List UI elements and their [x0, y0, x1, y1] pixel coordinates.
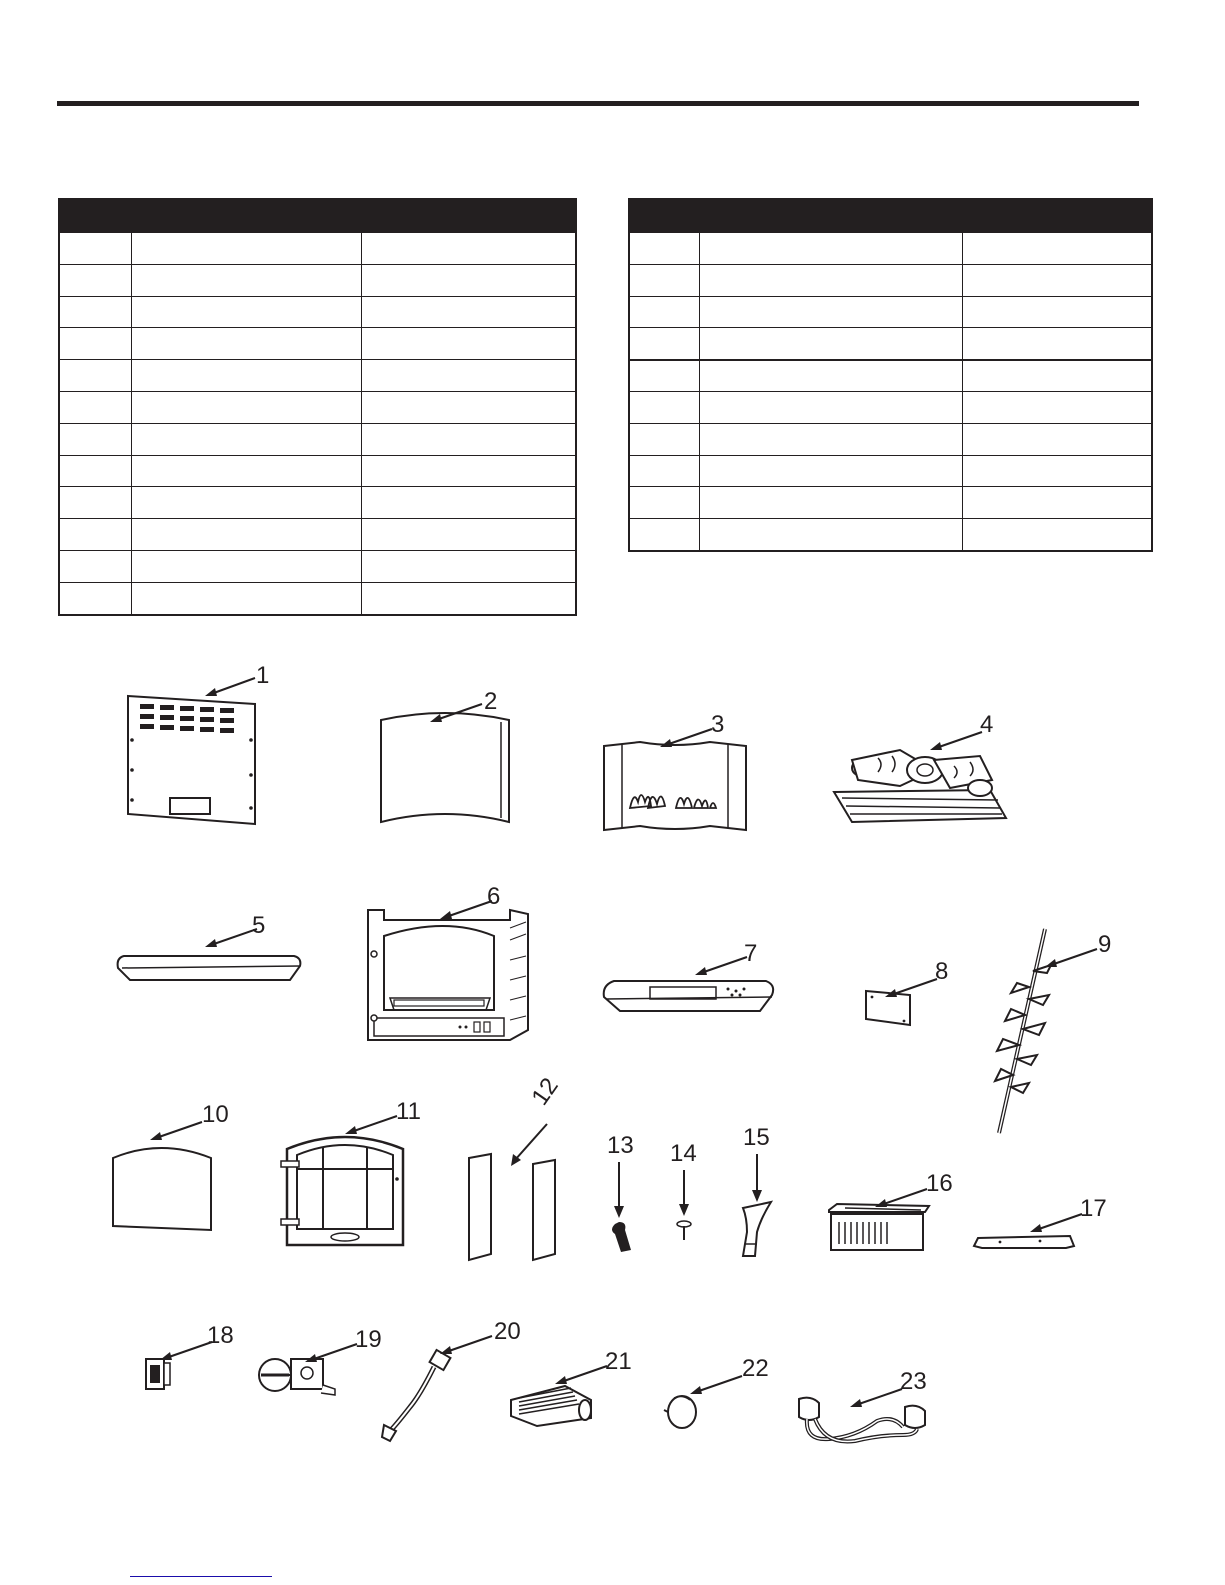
table-cell	[963, 487, 1147, 518]
table-row	[60, 359, 575, 391]
part-number-label: 11	[396, 1098, 421, 1125]
table-row	[630, 391, 1151, 423]
parts-list-table-left	[58, 198, 577, 616]
table-cell	[60, 392, 132, 423]
part-10-glass-panel	[105, 1140, 220, 1235]
part-14-screw	[672, 1168, 702, 1248]
part-1-back-panel	[120, 690, 260, 830]
table-cell	[630, 233, 700, 264]
table-row	[630, 518, 1151, 550]
table-cell	[700, 487, 963, 518]
table-cell	[700, 424, 963, 455]
table-cell	[630, 424, 700, 455]
table-cell	[132, 551, 362, 582]
part-number-label: 13	[607, 1132, 634, 1159]
table-row	[630, 359, 1151, 391]
part-12-leader	[505, 1120, 555, 1170]
table-cell	[630, 361, 700, 391]
table-cell	[60, 328, 132, 359]
table-cell	[963, 392, 1147, 423]
table-cell	[700, 297, 963, 328]
part-number-label: 15	[743, 1124, 770, 1151]
part-number-label: 9	[1098, 931, 1112, 958]
table-rows	[60, 232, 575, 614]
part-number-label: 5	[252, 912, 266, 939]
table-cell	[362, 265, 571, 296]
table-cell	[963, 456, 1147, 487]
table-row	[60, 455, 575, 487]
table-row	[60, 232, 575, 264]
table-row	[60, 423, 575, 455]
table-cell	[132, 297, 362, 328]
table-cell	[630, 328, 700, 359]
table-row	[630, 264, 1151, 296]
table-cell	[630, 297, 700, 328]
table-cell	[132, 265, 362, 296]
table-cell	[132, 487, 362, 518]
table-cell	[132, 519, 362, 550]
table-row	[60, 391, 575, 423]
table-cell	[362, 297, 571, 328]
table-cell	[60, 265, 132, 296]
part-15-bracket	[735, 1152, 780, 1262]
parts-list-table-right	[628, 198, 1153, 552]
table-cell	[700, 456, 963, 487]
table-cell	[60, 456, 132, 487]
table-cell	[963, 424, 1147, 455]
table-cell	[630, 487, 700, 518]
part-22-leader	[690, 1372, 750, 1402]
table-cell	[963, 233, 1147, 264]
table-cell	[362, 392, 571, 423]
table-row	[60, 550, 575, 582]
part-number-label: 4	[980, 711, 994, 738]
table-cell	[963, 297, 1147, 328]
table-cell	[700, 233, 963, 264]
header-rule	[57, 101, 1139, 106]
table-cell	[362, 551, 571, 582]
part-number-label: 16	[926, 1170, 953, 1197]
table-cell	[132, 360, 362, 391]
table-row	[630, 486, 1151, 518]
part-13-hook	[605, 1160, 635, 1255]
part-5-top-cover	[114, 950, 304, 990]
table-cell	[362, 583, 571, 614]
part-number-label: 3	[711, 711, 725, 738]
part-number-label: 7	[744, 940, 758, 967]
part-number-label: 2	[484, 688, 498, 715]
part-number-label: 12	[526, 1072, 564, 1111]
table-cell	[362, 424, 571, 455]
table-cell	[362, 360, 571, 391]
table-cell	[132, 456, 362, 487]
table-cell	[700, 519, 963, 550]
table-cell	[60, 487, 132, 518]
part-20-leader	[440, 1332, 500, 1362]
table-row	[60, 518, 575, 550]
table-cell	[700, 361, 963, 391]
table-row	[630, 455, 1151, 487]
table-row	[630, 232, 1151, 264]
part-number-label: 20	[494, 1318, 521, 1345]
table-row	[630, 327, 1151, 359]
table-cell	[60, 551, 132, 582]
table-cell	[362, 456, 571, 487]
table-row	[60, 486, 575, 518]
table-cell	[60, 519, 132, 550]
part-number-label: 23	[900, 1368, 927, 1395]
table-cell	[60, 360, 132, 391]
table-cell	[362, 487, 571, 518]
table-cell	[132, 583, 362, 614]
table-cell	[362, 233, 571, 264]
table-cell	[630, 265, 700, 296]
table-cell	[700, 328, 963, 359]
table-cell	[60, 233, 132, 264]
table-cell	[963, 519, 1147, 550]
table-rows	[630, 232, 1151, 550]
part-number-label: 22	[742, 1355, 769, 1382]
part-number-label: 10	[202, 1101, 229, 1128]
table-row	[60, 264, 575, 296]
table-cell	[60, 583, 132, 614]
part-number-label: 1	[256, 662, 270, 689]
part-number-label: 6	[487, 883, 501, 910]
table-cell	[60, 424, 132, 455]
part-11-door-frame	[275, 1125, 415, 1250]
table-cell	[132, 424, 362, 455]
table-cell	[963, 265, 1147, 296]
table-cell	[132, 392, 362, 423]
table-cell	[630, 456, 700, 487]
table-cell	[362, 328, 571, 359]
part-number-label: 14	[670, 1140, 697, 1167]
part-9-leader	[1045, 945, 1105, 975]
footer-link-underline[interactable]	[130, 1576, 272, 1577]
table-row	[630, 423, 1151, 455]
table-row	[60, 582, 575, 614]
table-cell	[132, 328, 362, 359]
table-cell	[60, 297, 132, 328]
part-number-label: 8	[935, 958, 949, 985]
table-cell	[630, 392, 700, 423]
part-number-label: 17	[1080, 1195, 1107, 1222]
table-cell	[630, 519, 700, 550]
table-cell	[700, 265, 963, 296]
part-10-leader	[150, 1118, 210, 1148]
table-cell	[963, 361, 1147, 391]
part-number-label: 21	[605, 1348, 632, 1375]
table-row	[60, 327, 575, 359]
table-header-bar	[60, 200, 575, 232]
part-number-label: 19	[355, 1326, 382, 1353]
table-cell	[700, 392, 963, 423]
table-cell	[362, 519, 571, 550]
part-number-label: 18	[207, 1322, 234, 1349]
table-row	[630, 296, 1151, 328]
table-cell	[963, 328, 1147, 359]
part-2-leader	[430, 700, 490, 730]
table-cell	[132, 233, 362, 264]
table-header-bar	[630, 200, 1151, 232]
table-row	[60, 296, 575, 328]
